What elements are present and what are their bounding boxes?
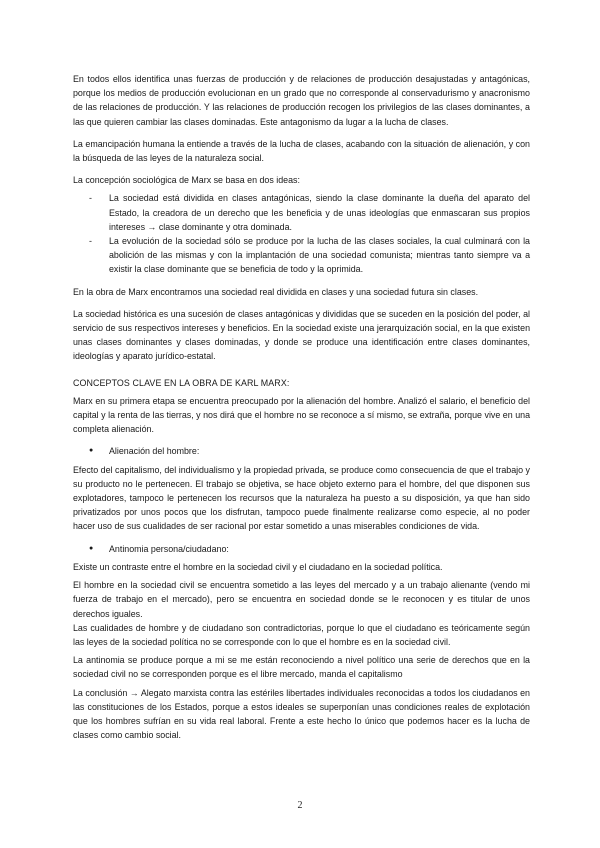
paragraph-emancipacion: La emancipación humana la entiende a través de la lucha de clases, acabando con la situación de alienación, y con la búsqueda de las leyes de la naturaleza social. xyxy=(73,138,530,164)
paragraph-conclusion: La conclusión → Alegato marxista contra las estériles libertades individuales reconocidas a todos los ciudadanos en las constituciones de los Estados, porque a estos ideales se superponían unas condiciones reales de explotación que los hombres sufrían en su vida real laboral. Frente a este hecho lo único que podemos hacer es la lucha de clases como cambio social. xyxy=(73,687,530,741)
paragraph-alienacion: Efecto del capitalismo, del individualismo y la propiedad privada, se produce como consecuencia de que el trabajo y su producto no le pertenecen. El trabajo se objetiva, se hace objeto externo para el hombre, del que disponen sus explotadores, tampoco le pertenecen los recursos que la naturaleza ha puesto a su disposición, ya que han sido privatizados por unos pocos que los disfrutan, tampoco puede finalmente realizarse como especie, al no poder hacer uso de sus cualidades de ser racional por estar sometido a unas miserables condiciones de vida. xyxy=(73,464,530,532)
bullet-alienacion: ● Alienación del hombre: xyxy=(73,444,530,458)
paragraph-contraste: Existe un contraste entre el hombre en la sociedad civil y el ciudadano en la sociedad política. xyxy=(73,561,443,572)
list-item: - La sociedad está dividida en clases antagónicas, siendo la clase dominante la dueña del aparato del Estado, la creadora de un derecho que les beneficia y de unas ideologías que enmascaran sus propios intereses → clase dominante y otra dominada. xyxy=(89,193,530,232)
paragraph-sociedad-civil: El hombre en la sociedad civil se encuentra sometido a las leyes del mercado y a un trabajo alienante (vendo mi fuerza de trabajo en el mercado), pero se encuentra en sociedad donde se le reconocen y es titular de unos derechos iguales. xyxy=(73,580,530,619)
page-number: 2 xyxy=(297,800,303,811)
bullet-antinomia: ● Antinomia persona/ciudadano: xyxy=(73,542,530,556)
bullet-icon: ● xyxy=(89,544,94,552)
document-page xyxy=(73,72,530,742)
section-heading: CONCEPTOS CLAVE EN LA OBRA DE KARL MARX: xyxy=(73,377,290,388)
paragraph-primera-etapa: Marx en su primera etapa se encuentra preocupado por la alienación del hombre. Analizó el salario, el beneficio del capital y la renta de las tierras, y nos dirá que el hombre no se reconoce a sí mismo, se extraña, porque vive en una completa alienación. xyxy=(73,395,530,435)
bullet-icon: ● xyxy=(89,447,94,455)
paragraph-obra-marx: En la obra de Marx encontramos una sociedad real dividida en clases y una sociedad futura sin clases. xyxy=(73,286,479,297)
paragraph-sociedad-historica: La sociedad histórica es una sucesión de clases antagónicas y divididas que se suceden en la posición del poder, al servicio de sus respectivos intereses y beneficios. En la sociedad existe una jerarquización social, en la que existen unas clases dominantes y clases dominadas, y donde se produce una identificación entre clases dominantes, ideologías y aparato jurídico-estatal. xyxy=(73,308,530,362)
paragraph-cualidades: Las cualidades de hombre y de ciudadano son contradictorias, porque lo que el ciudadano es teóricamente según las leyes de la sociedad política no se corresponde con lo que el hombre es en la sociedad civil. xyxy=(73,622,530,647)
paragraph-antinomia: La antinomia se produce porque a mi se me están reconociendo a nivel político una serie de derechos que en la sociedad civil no se corresponden porque es el libre mercado, manda el capitalismo xyxy=(73,655,530,680)
ideas-list xyxy=(73,191,530,276)
paragraph-fuerzas-produccion: En todos ellos identifica unas fuerzas de producción y de relaciones de producción desajustadas y antagónicas, porque los medios de producción evolucionan en un grado que no corresponde al conservadurismo y anacronismo de las relaciones de producción. Y las relaciones de producción recogen los privilegios de las clases dominantes, a las que quieren cambiar las clases dominadas. Este antagonismo da lugar a la lucha de clases. xyxy=(73,74,530,127)
paragraph-concepcion: La concepción sociológica de Marx se basa en dos ideas: xyxy=(73,175,300,186)
list-item: - La evolución de la sociedad sólo se produce por la lucha de las clases sociales, la cual culminará con la abolición de las mismas y con la implantación de una sociedad comunista; mientras tanto siempre va a existir la clase dominante que se beneficia de todo y la oprimida. xyxy=(89,236,530,275)
